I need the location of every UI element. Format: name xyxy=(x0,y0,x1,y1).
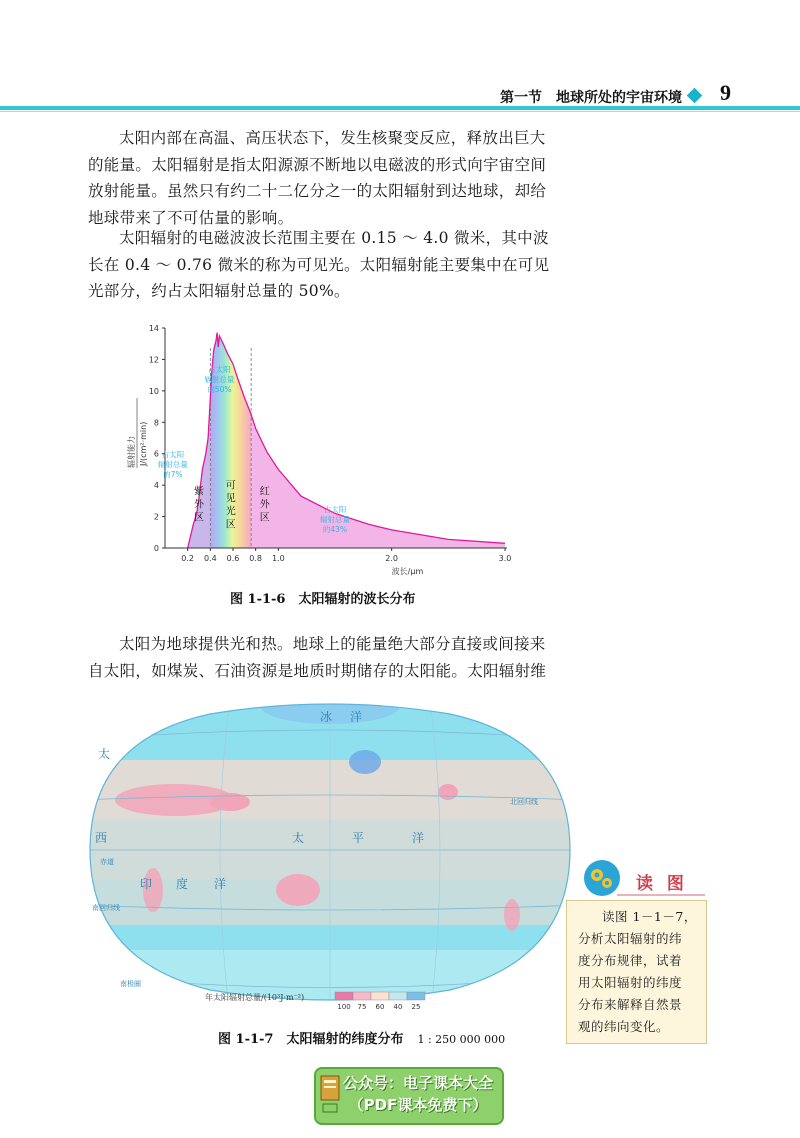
x-tick-label: 2.0 xyxy=(385,554,399,563)
x-tick-label: 3.0 xyxy=(498,554,512,563)
high-radiation-north-america xyxy=(438,784,458,800)
watermark-line-1: 公众号：电子课本大全 xyxy=(342,1074,493,1092)
gear-icon xyxy=(582,858,622,898)
reading-line: 观的纬向变化。 xyxy=(578,1019,670,1034)
high-radiation-australia xyxy=(276,874,320,906)
paragraph-line: 地球带来了不可估量的影响。 xyxy=(88,208,294,227)
band-label-char: 区 xyxy=(225,519,236,531)
paragraph-line: 光部分，约占太阳辐射总量的 50%。 xyxy=(88,282,350,300)
spectrum-band xyxy=(251,328,505,548)
page-number: 9 xyxy=(720,80,731,105)
legend-swatch xyxy=(371,992,389,1000)
share-annotation: 的43% xyxy=(322,524,348,534)
chart-caption: 图 1-1-6 太阳辐射的波长分布 xyxy=(230,592,416,607)
x-tick-label: 0.6 xyxy=(226,554,240,563)
band-label-char: 外 xyxy=(259,499,270,511)
paragraph-line: 太阳内部在高温、高压状态下，发生核聚变反应，释放出巨大 xyxy=(119,129,546,147)
legend-value: 40 xyxy=(393,1003,403,1011)
reading-line: 读图 1－1－7， xyxy=(602,909,697,924)
legend-swatch xyxy=(389,992,407,1000)
map-label: 度 xyxy=(176,877,189,891)
band-label-char: 见 xyxy=(225,493,236,505)
reading-line: 用太阳辐射的纬度 xyxy=(578,975,683,990)
legend-value: 75 xyxy=(357,1003,367,1011)
section-header-title: 第一节 地球所处的宇宙环境 xyxy=(500,90,682,106)
band-label-char: 紫 xyxy=(194,486,204,498)
reading-line: 度分布规律，试着 xyxy=(578,953,683,968)
share-annotation: 占太阳 xyxy=(161,449,185,459)
watermark-line-2: （PDF课本免费下） xyxy=(348,1096,488,1114)
legend-title: 年太阳辐射总量/(10³J·m⁻²) xyxy=(205,993,305,1002)
y-tick-label: 4 xyxy=(153,481,159,491)
share-annotation: 辐射总量 xyxy=(157,459,188,469)
map-caption xyxy=(218,1028,505,1047)
y-tick-label: 14 xyxy=(148,324,159,333)
high-radiation-south-america xyxy=(504,899,520,931)
diamond-icon xyxy=(687,88,703,104)
y-axis-label-unit: J/(cm²·min) xyxy=(139,421,148,466)
map-label: 北回归线 xyxy=(510,798,538,806)
map-caption-title: 图 1-1-7 太阳辐射的纬度分布 xyxy=(218,1032,404,1047)
map-label: 太 xyxy=(292,831,305,845)
wavelength-distribution-chart xyxy=(110,318,520,588)
latitude-distribution-map xyxy=(80,700,580,1018)
book-icon xyxy=(319,1074,341,1114)
y-axis-label: 辐射能力 xyxy=(127,436,136,468)
share-annotation: 占太阳 xyxy=(323,504,347,514)
legend-value: 100 xyxy=(337,1003,351,1011)
legend-swatch xyxy=(407,992,425,1000)
map-label: 洋 xyxy=(412,831,425,845)
reading-line: 分析太阳辐射的纬 xyxy=(578,931,683,946)
paragraph-line: 太阳辐射的电磁波波长范围主要在 0.15 ～ 4.0 微米，其中波 xyxy=(119,229,549,247)
map-label: 太 xyxy=(98,747,111,761)
low-radiation-greenland xyxy=(349,750,381,774)
y-tick-label: 2 xyxy=(153,512,159,522)
map-scale: 1 : 250 000 000 xyxy=(417,1033,506,1046)
share-annotation: 的50% xyxy=(207,385,232,394)
map-label: 冰 xyxy=(320,710,333,724)
legend-swatch xyxy=(353,992,371,1000)
x-tick-label: 0.8 xyxy=(249,554,263,563)
legend-value: 25 xyxy=(411,1003,421,1011)
header-rule xyxy=(0,106,800,110)
map-label: 南极圈 xyxy=(120,980,141,988)
band-label-char: 外 xyxy=(194,499,204,511)
band-label-char: 红 xyxy=(259,486,270,498)
y-tick-label: 8 xyxy=(153,418,159,428)
map-label: 平 xyxy=(352,831,365,845)
x-tick-label: 0.2 xyxy=(181,554,195,563)
map-label: 南回归线 xyxy=(92,904,120,912)
y-tick-label: 10 xyxy=(148,386,159,396)
paragraph-3 xyxy=(88,631,548,684)
reading-line: 分布来解释自然景 xyxy=(578,997,683,1012)
share-annotation: 辐射总量 xyxy=(204,375,235,384)
share-annotation: 占太阳 xyxy=(208,365,231,374)
map-label: 洋 xyxy=(214,877,227,891)
band-label-char: 区 xyxy=(194,512,204,524)
share-annotation: 辐射总量 xyxy=(320,514,350,524)
share-annotation: 的7% xyxy=(163,469,183,479)
band-label-char: 区 xyxy=(259,512,270,524)
paragraph-line: 的能量。太阳辐射是指太阳源源不断地以电磁波的形式向宇宙空间 xyxy=(88,155,547,174)
header-rule-thin xyxy=(0,111,800,112)
band-label-char: 光 xyxy=(225,506,236,518)
paragraph-1 xyxy=(88,125,548,231)
reading-title: 读 图 xyxy=(636,874,688,894)
legend-swatch xyxy=(335,992,353,1000)
y-tick-label: 12 xyxy=(148,355,159,365)
x-tick-label: 0.4 xyxy=(203,554,217,563)
y-tick-label: 6 xyxy=(153,449,159,459)
map-label: 西 xyxy=(95,831,108,845)
map-label: 印 xyxy=(140,877,153,891)
paragraph-line: 太阳为地球提供光和热。地球上的能量绝大部分直接或间接来 xyxy=(119,635,546,653)
x-tick-label: 1.0 xyxy=(271,554,285,563)
y-tick-label: 0 xyxy=(153,544,159,553)
map-label: 洋 xyxy=(350,710,363,724)
x-axis-label: 波长/μm xyxy=(391,567,424,576)
paragraph-2 xyxy=(88,225,548,305)
band-label-char: 可 xyxy=(225,480,236,492)
map-label: 赤道 xyxy=(100,858,114,866)
paragraph-line: 放射能量。虽然只有约二十二亿分之一的太阳辐射到达地球，却给 xyxy=(88,182,547,200)
paragraph-line: 自太阳，如煤炭、石油资源是地质时期储存的太阳能。太阳辐射维 xyxy=(88,661,547,680)
paragraph-line: 长在 0.4 ～ 0.76 微米的称为可见光。太阳辐射能主要集中在可见 xyxy=(88,255,550,274)
reading-text xyxy=(578,906,700,1038)
legend-value: 60 xyxy=(375,1003,385,1011)
